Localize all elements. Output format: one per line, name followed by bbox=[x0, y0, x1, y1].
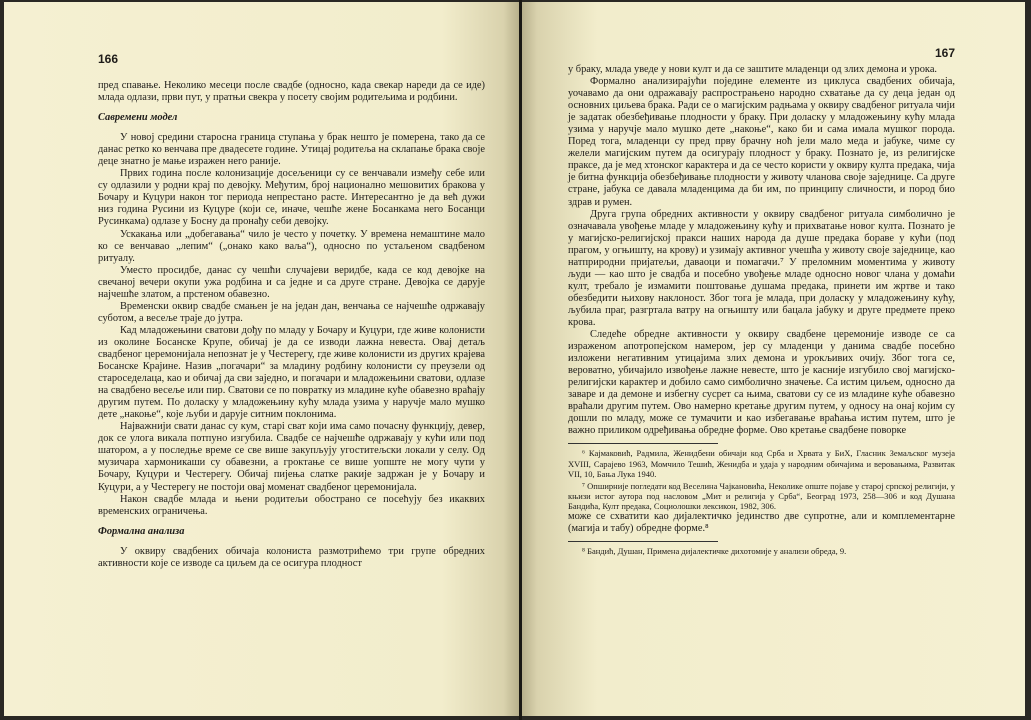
section-heading: Формална анализа bbox=[98, 525, 185, 537]
footnote-rule bbox=[568, 541, 718, 542]
footnote: ⁶ Кајмаковић, Радмила, Женидбени обичаји код Срба и Хрвата у БиХ, Гласник Земаљског музеја XVIII, Сарајево 1963, Момчило Тешић, Женидба и удаја у народним обичајима и веровањима, Развитак VII, 10, Бања Лука 1940. bbox=[568, 448, 955, 479]
paragraph: У оквиру свадбених обичаја колониста размотрићемо три групе обредних активности које се изводе са циљем да се осигура плодност bbox=[98, 545, 485, 569]
paragraph: пред спавање. Неколико месеци после свадбе (односно, када свекар нареди да се иде) млада одлази, први пут, у пратњи свекра у посету својим родитељима и родбини. bbox=[98, 80, 485, 104]
paragraph: Након свадбе млада и њени родитељи обострано се посећују без икаквих временских ограничења. bbox=[98, 493, 485, 517]
section-heading: Савремени модел bbox=[98, 112, 178, 124]
paragraph: Друга група обредних активности у оквиру свадбеног ритуала симболично је означавала увођење младе у младожењину кућу и прихватање новог култа. Познато је у магијско-религијској пракси наших народа да душе предака бораве у кући (под прагом, у огњишту, на крову) и узимају активног учешћа у животу своје заједнице, као натприродни пријатељи, даваоци и помагачи.⁷ У преломним моментима у животу људи — као што је свадба и посебно увођење младе односно новог члана у домаћи култ, требало је измамити поштовање душама предака, принети им жртве и тако обезбедити њихову наклоност. Због тога је млада, при доласку у младожењину кућу, љубила праг, разгртала ватру на огњишту или бацала јабуку и друге предмете преко крова. bbox=[568, 208, 955, 328]
paragraph: може се схватити као дијалектичко јединство две супротне, али и комплементарне (магија и табу) обредне форме.⁸ bbox=[568, 511, 955, 535]
right-page-body bbox=[568, 64, 955, 437]
footnote: ⁸ Бандић, Душан, Примена дијалектичке дихотомије у анализи обреда, 9. bbox=[582, 546, 847, 557]
footnote-rule bbox=[568, 443, 718, 444]
paragraph: Следеће обредне активности у оквиру свадбене церемоније изводе се са израженом апотропејском намером, јер су младенци у данима свадбе посебно изложени негативним утицајима злих демона и урокљивих очију. Због тога се, вероватно, убичајило извођење лажне невесте, што је касније изгубило свој магијско-религијски карактер и добило само симболично значење. Са истим циљем, односно да заваре и да демоне и избегну сусрет са њима, сватови су се из младине куће обавезно враћали другим путем. Ово намерно кретање другим путем, у односу на онај којим су дошли по младу, може се тумачити и као избегавање враћања истим путем, што је важно приликом одређивања обредне форме. Ово кретање свадбене поворке bbox=[568, 329, 955, 437]
paragraph: Ускакања или „добегавања“ чило је често у почетку. У времена немаштине мало ко се венчавао „лепим“ („онако како ваља“), односно по устаљеном свадбеном ритуалу. bbox=[98, 228, 485, 264]
paragraph: Формално анализирајући поједине елементе из циклуса свадбених обичаја, уочавамо да они одражавају распрострањено народно схватање да су деца један од основних циљева брака. Ради се о магијским радњама у оквиру свадбеног ритуала чији је задатак обезбеђивање плодности у браку. При доласку у младожењину кућу млада узима у наручје мало мушко дете „накоње“, како би и сама имала мушког порода. Поред тога, младенци су пред прву брачну ноћ јели мало меда и јабуке, чиме су желели магијским путем да осигурају плодност у браку. Познато је, из религијске праксе, да је мед хтонског карактера и да се често користи у оквиру култа предака, чија је битна функција обезбеђивање плодности у животу чланова своје заједнице. Са друге стране, јабука се давала младенцима да би им, по принципу сличности, и пород био здрав и румен. bbox=[568, 76, 955, 208]
paragraph: Кад младожењини сватови дођу по младу у Бочару и Куцури, где живе колонисти из околине Босанске Крупе, обичај је да се изводи лажна невеста. Овај детаљ свадбеног церемонијала непознат је у Честерегу, где живе колонисти из других крајева Босанске Крајине. Назив „погачари“ за младину родбину колонисти су преузели од староседелаца, као и обичај да сви заједно, и погачари и младожењини сватови, одлазе на свадбено весеље или пир. Сватови се по повратку из младине куће обавезно враћају другим путем. По доласку у младожењину кућу млада узима у наручје мало мушко дете „накоње“, које љуби и дарује ситним поклонима. bbox=[98, 324, 485, 421]
paragraph: У новој средини старосна граница ступања у брак нешто је померена, тако да се данас ретко ко венчава пре двадесете године. Утицај родитеља на склапање брака своје деце знатно је мање изражен него раније. bbox=[98, 132, 485, 168]
paragraph: Уместо просидбе, данас су чешћи случајеви веридбе, када се код девојке на свечаној вечери окупи ужа родбина и са једне и са друге стране. Девојка се дарује најчешће златом, а прстеном обавезно. bbox=[98, 264, 485, 300]
paragraph: Најважнији свати данас су кум, старi сват који има само почасну функцију, девер, док се улога викала потпуно изгубила. Свадбе се најчешће одржавају у кући или под шатором, а у последње време се све више закупљују угоститељски локали у селу. Од музичара хармоникаши су обавезни, а гроктање се више уопште не могу чути у Бочару, Куцури и Честерегу. Обичај пијења слатке ракије задржан је у Бочару и Куцури, а у Честерегу не постоји овај моменат свадбеног церемонијала. bbox=[98, 421, 485, 493]
footnote: ⁷ Опширније погледати код Веселина Чајкановића, Неколике опште појаве у старој српској религији, у књизи истог аутора под насловом „Мит и религија у Срба“, Београд 1973, 258—306 и код Душана Бандића, Култ предака, Социолошки лексикон, 1982, 306. bbox=[568, 480, 955, 511]
left-page-body bbox=[98, 80, 485, 570]
footnotes bbox=[568, 443, 955, 556]
page-number-right: 167 bbox=[934, 46, 955, 60]
page-number-left: 166 bbox=[98, 52, 119, 66]
paragraph: Временски оквир свадбе смањен је на један дан, венчања се најчешће одржавају суботом, а весеље траје до јутра. bbox=[98, 300, 485, 324]
paragraph: у браку, млада уведе у нови култ и да се заштите младенци од злих демона и урока. bbox=[568, 64, 938, 75]
left-page bbox=[4, 2, 519, 716]
right-page bbox=[522, 2, 1025, 716]
paragraph: Првих година после колонизације досељеници су се венчавали између себе или су одлазили у родни крај по девојку. Међутим, број национално мешовитих бракова у Бочару и Куцури након тог периода непрестано расте. Интересантно је да већ дужи низ година Русини из Куцуре (који се, иначе, чешће жене Босанкама него Босанци Русинкама) одлазе у Босну да пронађу себи девојку. bbox=[98, 168, 485, 228]
